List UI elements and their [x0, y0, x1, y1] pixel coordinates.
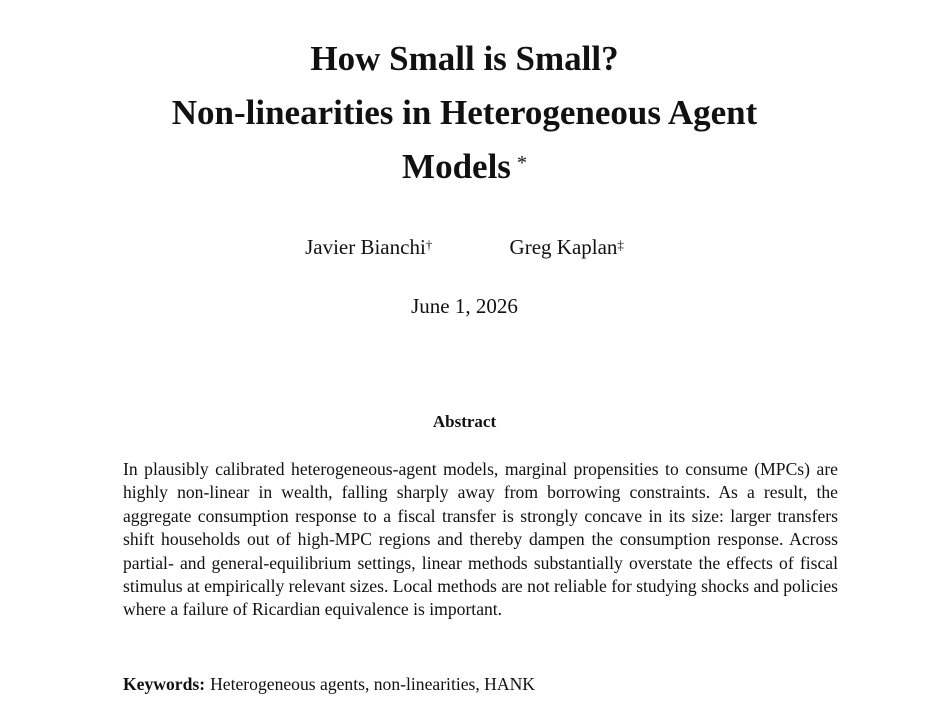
author-list — [0, 232, 929, 262]
paper-date: June 1, 2026 — [411, 294, 518, 318]
paper-title — [0, 32, 929, 194]
keywords-text: Heterogeneous agents, non-linearities, HANK — [210, 674, 535, 694]
title-line-3-text: Models — [402, 147, 511, 186]
title-line-2: Non-linearities in Heterogeneous Agent — [171, 93, 758, 132]
author-2-name: Greg Kaplan — [509, 235, 618, 259]
title-line-1: How Small is Small? — [310, 39, 619, 78]
title-footnote-mark[interactable]: * — [516, 152, 527, 174]
author-1-footnote-mark[interactable]: † — [425, 237, 433, 252]
abstract-heading: Abstract — [432, 412, 497, 431]
author-1-name: Javier Bianchi — [305, 235, 426, 259]
abstract-text: In plausibly calibrated heterogeneous-agent models, marginal propensities to consume (MPCs) are highly non-linear in wealth, falling sharply away from borrowing constraints. As a result, the aggregate consumption response to a fiscal transfer is strongly concave in its size: larger transfers shift households out of high-MPC regions and thereby dampen the consumption response. Across partial- and general-equilibrium settings, linear methods substantially overstate the effects of fiscal stimulus at empirically relevant sizes. Local methods are not reliable for studying shocks and policies where a failure of Ricardian equivalence is important. — [123, 459, 838, 620]
keywords — [123, 673, 838, 696]
keywords-label: Keywords: — [123, 674, 206, 694]
author-2 — [510, 232, 624, 262]
author-1 — [305, 232, 432, 262]
author-2-footnote-mark[interactable]: ‡ — [617, 237, 624, 252]
title-line-3 — [0, 140, 929, 194]
